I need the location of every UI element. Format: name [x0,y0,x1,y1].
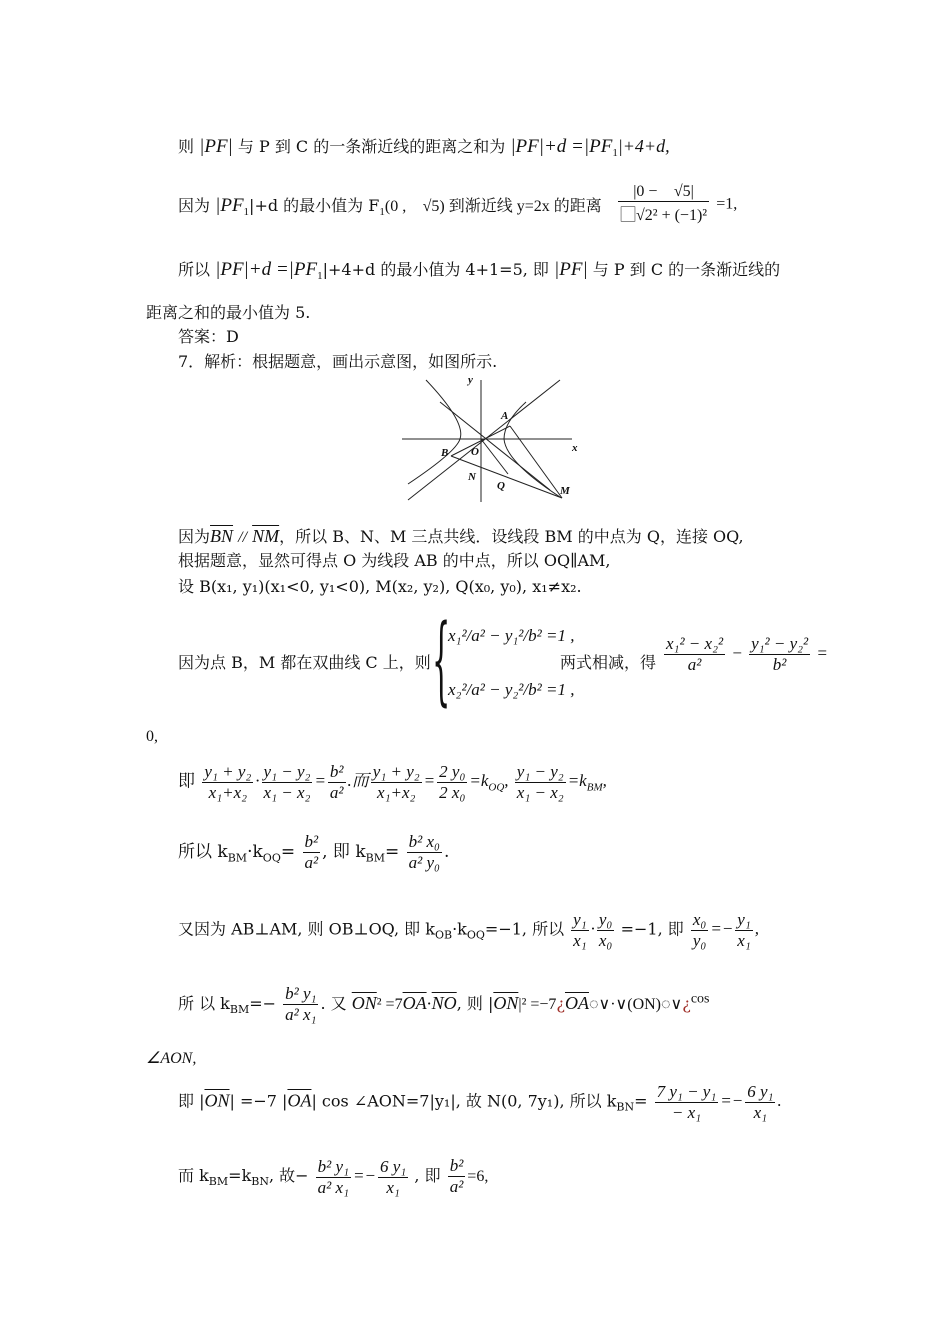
distance-fraction [616,183,737,225]
text: =− [249,994,277,1013]
line-4: 距离之和的最小值为 5. [146,303,311,322]
text: 即 | [178,1091,205,1111]
numerator: y₁ − y₂ [516,762,564,781]
numerator: b² x₀ [408,832,440,851]
text: , 则 | [456,994,494,1013]
garbled-glyph: ¿ [682,994,691,1013]
hyperbola-diagram [400,372,590,502]
text: . 又 [320,994,347,1013]
denominator: a² x₁ [317,1177,349,1197]
text: . [777,1091,782,1111]
subscript: OQ [466,928,485,942]
subscript: BM [586,781,603,794]
text: 则 [178,137,195,156]
text: | =−7 | [229,1091,288,1111]
text: 与 P 到 C 的一条渐近线的 [592,260,781,279]
text: 因为 [178,527,211,546]
text: =k [228,1166,252,1185]
denominator: x₁+x₂ [208,783,248,802]
denominator: y₀ [692,931,707,950]
text: 所以 [178,260,211,279]
expr: |PF [215,195,244,216]
denominator: x₁ − x₂ [516,783,564,802]
line-7: 根据题意，显然可得点 O 为线段 AB 的中点，所以 OQ∥AM, [178,551,611,570]
denominator: a² [449,1177,464,1196]
numerator: y₁² − y₂² [751,634,809,653]
subscript: BM [229,1003,250,1017]
text: , [754,919,760,939]
numerator: b² y₁ [317,1156,349,1176]
vector-nm: $\overline{NM}$ [252,526,280,546]
denominator: a² [687,655,702,674]
label-x: x [572,442,578,454]
text: ，所以 B、N、M 三点共线．设线段 BM 的中点为 Q，连接 OQ, [279,527,744,546]
subscript: BN [251,1175,269,1189]
numerator: y₁ [573,910,587,929]
text: · [255,771,260,791]
text: 所 以 k [178,994,230,1013]
subscript: BN [616,1100,635,1114]
line-11 [178,762,607,803]
text: = [384,842,400,862]
label-y: y [468,374,473,386]
text: ² =7 [376,996,403,1013]
text: , [504,771,509,791]
asymptote-1 [408,380,560,500]
label-n: N [468,471,476,483]
subscript: OB [434,928,453,942]
denominator: a² y₀ [408,853,440,872]
subscript: 1 [243,206,250,219]
brace: { [432,604,451,716]
line-10: 0, [146,728,158,745]
subscript: 1 [317,270,323,283]
denominator: a² x₁ [285,1005,317,1024]
label-q: Q [497,480,505,492]
numerator: 2 y₀ [439,762,466,781]
text: |+4+d 的最小值为 4+1=5, 即 [322,260,549,279]
text: 而 k [178,1166,209,1185]
line-6 [178,526,744,548]
denominator: − x₁ [671,1103,702,1122]
numerator: b² [304,832,319,851]
numerator: y₀ [598,910,613,929]
numerator: 6 y₁ [379,1156,407,1176]
text: 所以 k [178,842,228,862]
line-15: ∠AON, [146,1050,197,1067]
line-12 [178,832,449,873]
garbled-glyph: ¿ [556,994,565,1013]
numerator: x₁² − x₂² [666,634,724,653]
numerator: |0 − ⃞√5| [618,183,709,202]
denominator: 2 x₀ [439,783,466,802]
text: 两式相减，得 [560,653,657,672]
text: .而 [347,771,369,791]
denominator: x₁ [737,931,751,950]
vector-oa: $\overline{OA}$ [564,993,589,1013]
denominator: a² [304,853,319,872]
text: , 故− [268,1166,309,1185]
asymptote-2 [440,402,550,490]
line-8: 设 B(x₁, y₁)(x₁<0, y₁<0), M(x₂, y₂), Q(x₀, y₀), x₁≠x₂. [178,577,582,596]
text: = [634,1091,648,1111]
text: 又因为 AB⊥AM, 则 OB⊥OQ, 即 k [178,919,435,939]
line-2 [178,196,602,222]
line-1 [178,136,670,163]
numerator: y₁ + y₂ [204,762,252,781]
text: 因为点 B，M 都在双曲线 C 上，则 [178,653,431,672]
numerator: y₁ [737,910,751,929]
text: , [602,771,607,791]
text: · [426,994,432,1013]
text: =−1, 所以 [484,919,565,939]
denominator: x₁ − x₂ [263,783,311,802]
question-7: 7．解析：根据题意，画出示意图，如图所示. [178,352,498,371]
denominator: ⃞√2² + (−1)² [620,207,708,224]
text: =6, [467,1168,489,1185]
vector-oa: $\overline{OA}$ [287,1090,312,1111]
subscript: BM [208,1175,229,1189]
subscript: OQ [262,851,281,865]
numerator: 7 y₁ − y₁ [656,1082,717,1101]
text: ◌∨·∨(ON)◌∨ [588,996,683,1013]
text: cos [690,991,710,1007]
text: ·k [452,919,467,939]
vector-oa: $\overline{OA}$ [402,993,427,1013]
denominator: x₁+x₂ [377,783,416,802]
text: | cos ∠AON=7|y₁|, 故 N(0, 7y₁), 所以 k [311,1091,617,1111]
text: · [590,919,595,939]
segment-am [510,426,562,498]
numerator: x₀ [692,910,707,929]
line-13 [178,910,759,951]
text: ·k [247,842,263,862]
text: 与 P 到 C 的一条渐近线的距离之和为 [237,137,506,156]
numerator: y₁ + y₂ [372,762,420,781]
vector-bn: $\overline{BN}$ [210,526,234,546]
label-o: O [471,446,479,458]
denominator: x₀ [598,931,613,950]
abs-pf: |PF| [554,259,588,280]
text: =k [567,771,587,791]
expr: |+4+d, [617,136,670,156]
label-m: M [560,485,570,497]
numerator: b² [449,1156,464,1175]
line-14 [178,984,709,1025]
denominator: a² [329,783,344,802]
denominator: x₁ [573,931,587,950]
text: , 即 [414,1166,441,1185]
text: |+d 的最小值为 F [249,196,380,215]
expr: |PF|+d =|PF [215,259,318,280]
text: // [238,529,248,546]
text: . [443,842,450,862]
text: =− [710,919,734,939]
vector-on: $\overline{ON}$ [351,993,377,1013]
numerator: b² y₁ [285,984,317,1003]
line-16 [178,1082,782,1123]
text: =1, [716,195,738,213]
vector-no: $\overline{NO}$ [431,993,457,1013]
text: = [423,771,436,791]
label-a: A [501,410,509,422]
answer: 答案：D [178,327,239,346]
text: = [280,842,296,862]
text: =−1, 即 [620,919,684,939]
numerator: y₁ − y₂ [263,762,311,781]
subscript: 1 [612,147,618,160]
text: − [731,643,743,663]
text: |² =−7 [518,996,557,1013]
equation-2: x₂²/a² − y₂²/b² =1 , [448,680,575,699]
left-branch [408,380,461,484]
numerator: 6 y₁ [747,1082,774,1101]
label-b: B [441,447,449,459]
denominator: x₁ [386,1177,400,1197]
line-17 [178,1156,488,1198]
equation-1: x₁²/a² − y₁²/b² =1 , [448,626,575,645]
vector-on: $\overline{ON}$ [204,1090,230,1111]
expr: |PF|+d =|PF [510,136,613,157]
text: =− [352,1166,376,1185]
denominator: x₁ [753,1103,768,1122]
text: , 即 k [322,842,366,862]
text: = [314,771,326,791]
vector-on: $\overline{ON}$ [493,993,519,1013]
subscript: OQ [488,781,505,794]
line-3 [178,260,780,286]
subscript: BM [227,851,248,865]
subscript: BM [365,851,385,865]
denominator: b² [772,655,787,674]
text: =k [469,771,489,791]
text: (0 , ⃞√5) 到渐近线 y=2x 的距离 [384,198,602,215]
text: =− [720,1091,744,1111]
text: 因为 [178,196,211,215]
subscript: 1 [379,206,385,219]
abs-pf: |PF| [199,136,233,157]
text: = [816,643,828,663]
text: 即 [178,771,195,792]
numerator: b² [329,762,344,781]
